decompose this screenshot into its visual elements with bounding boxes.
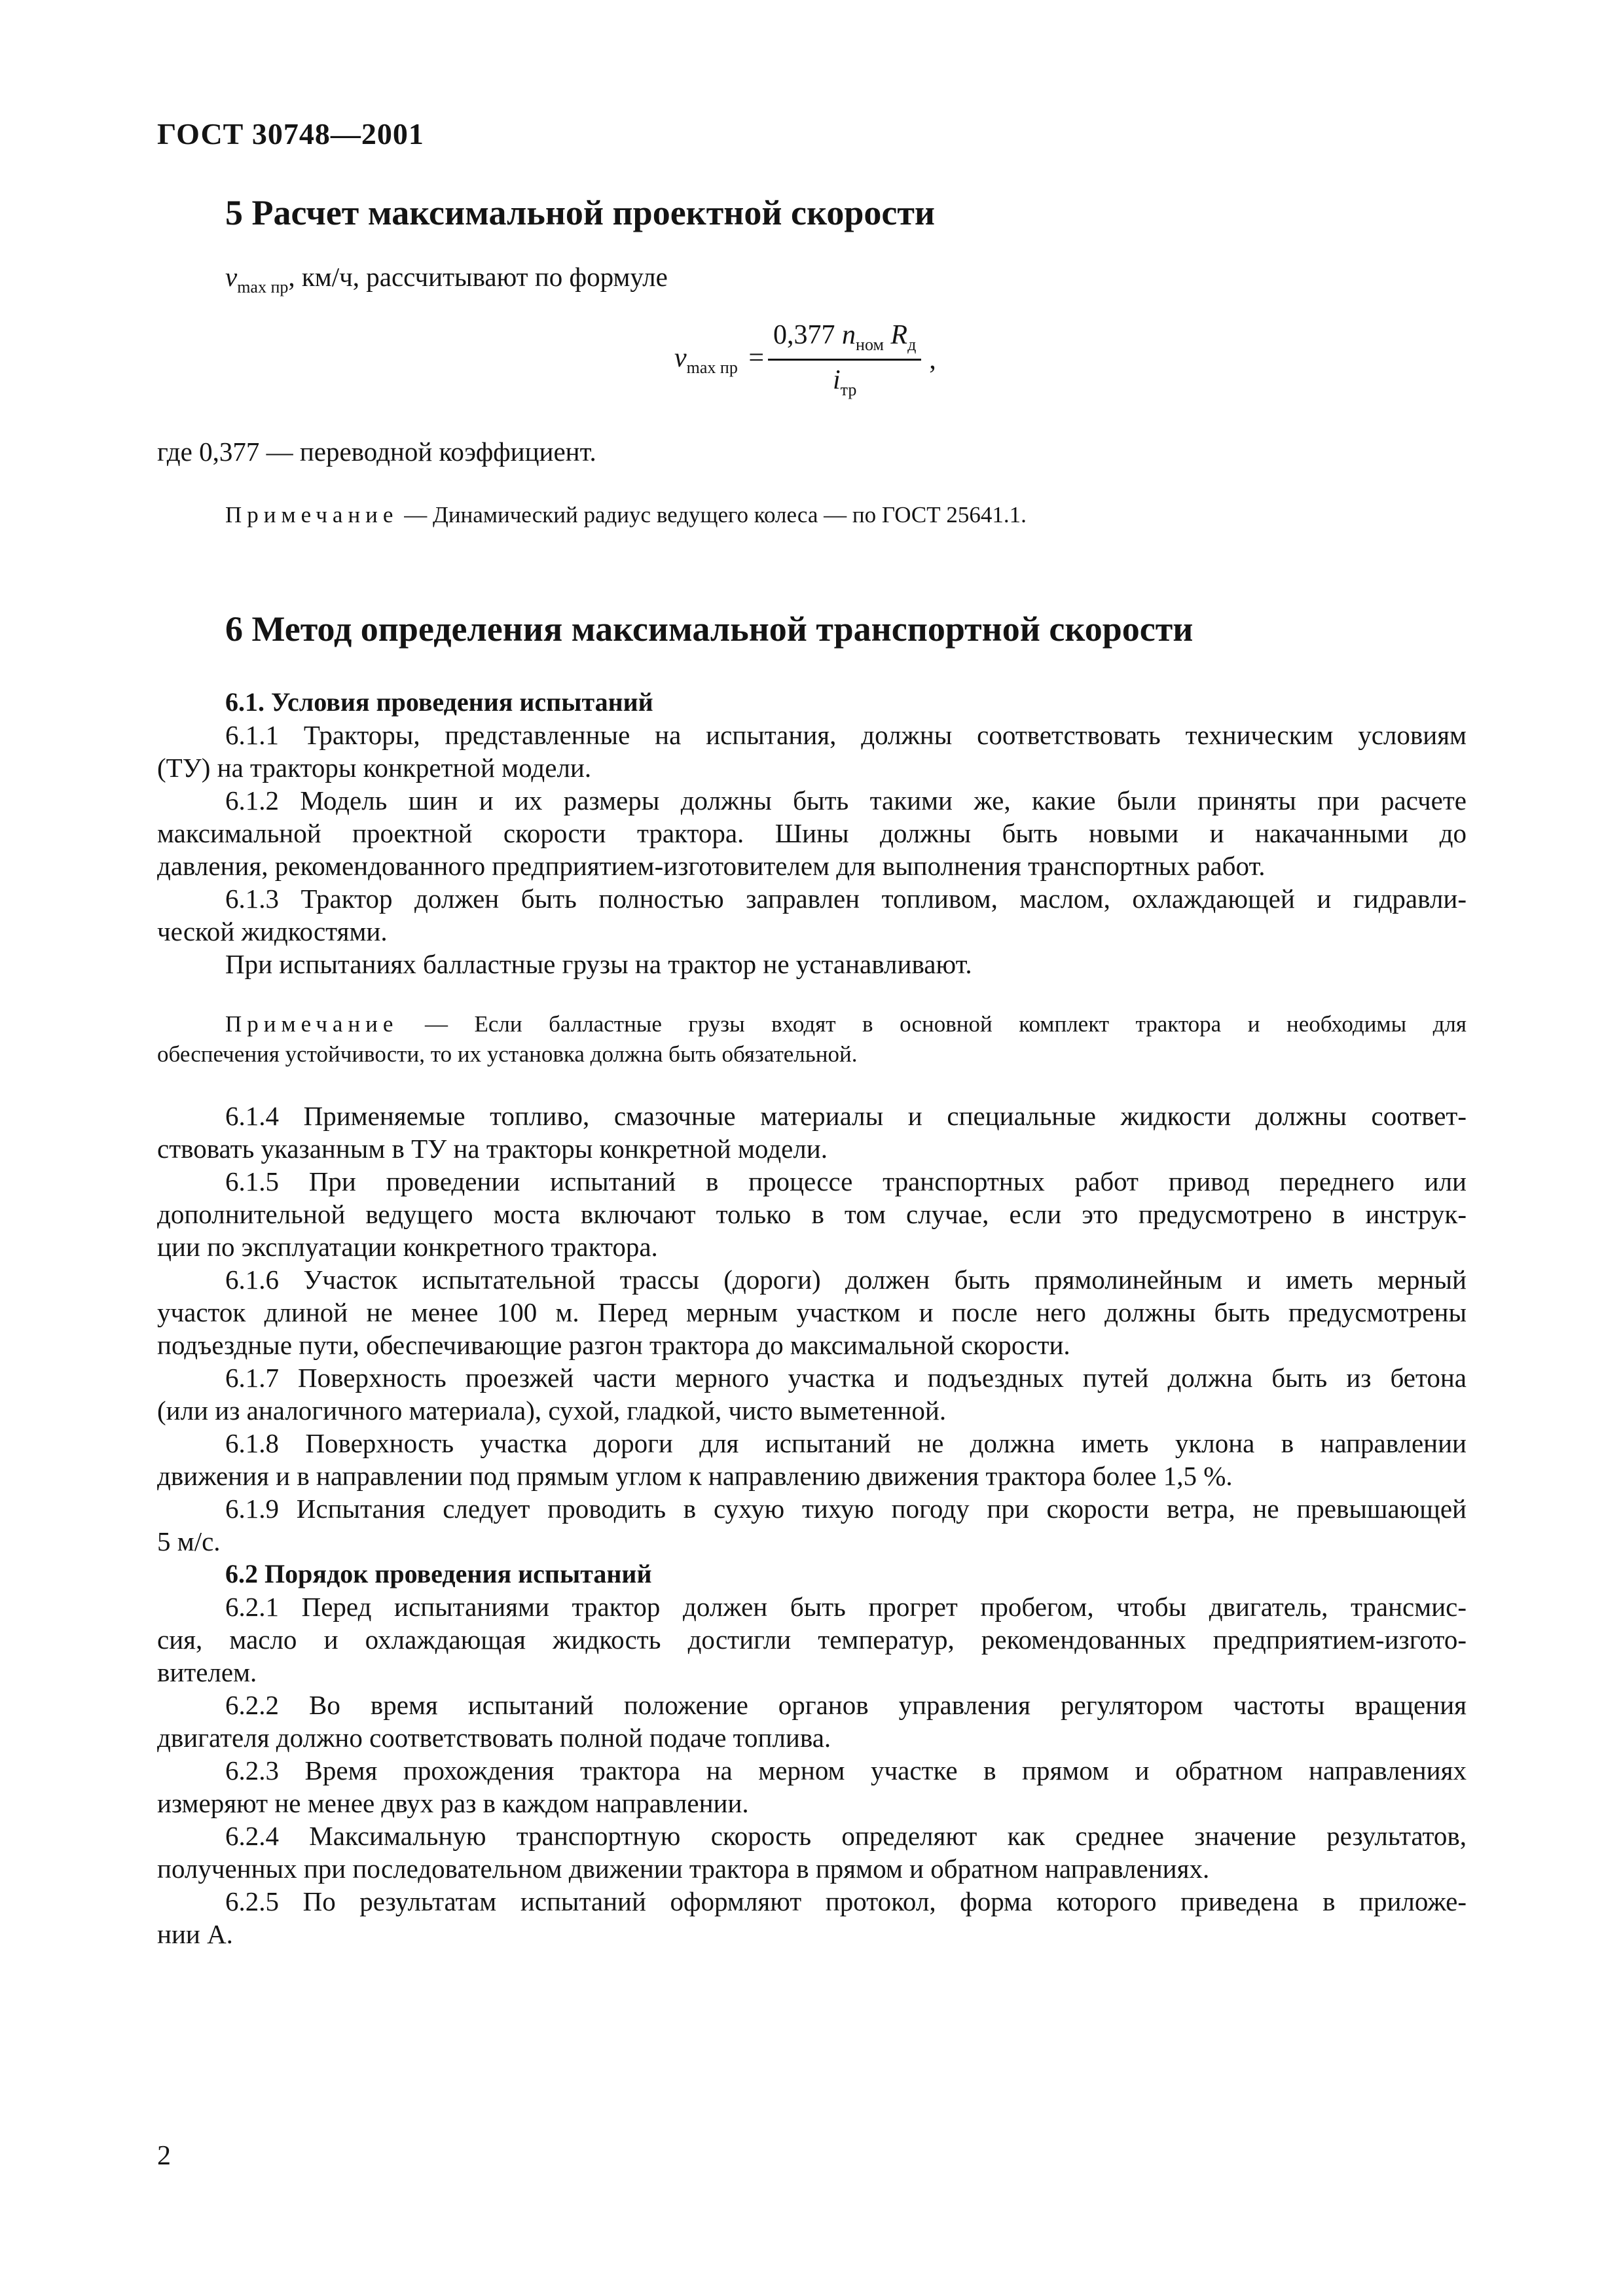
note-1-label: Примечание xyxy=(225,502,399,528)
line: 6.1.7 Поверхность проезжей части мерного участка и подъездных путей должна быть из бетона xyxy=(225,1363,1467,1393)
line: сия, масло и охлаждающая жидкость достигли температур, рекомендованных предприятием-изгото- xyxy=(157,1624,1467,1655)
line: 6.1.3 Трактор должен быть полностью заправлен топливом, маслом, охлаждающей и гидравли- xyxy=(225,884,1467,914)
line: ствовать указанным в ТУ на тракторы конкретной модели. xyxy=(157,1134,828,1164)
note-1 xyxy=(225,500,1027,530)
paragraph-6-2-1 xyxy=(157,1590,1467,1689)
formula-where: где 0,377 — переводной коэффициент. xyxy=(157,437,596,467)
paragraph-6-2-3 xyxy=(157,1754,1467,1820)
var-v: v xyxy=(225,262,238,292)
paragraph-6-1-3-ballast: При испытаниях балластные грузы на трактор не устанавливают. xyxy=(225,949,972,979)
paragraph-6-1-2 xyxy=(157,784,1467,882)
line: движения и в направлении под прямым углом к направлению движения трактора более 1,5 %. xyxy=(157,1461,1233,1491)
subsection-6-2-title: 6.2 Порядок проведения испытаний xyxy=(225,1559,652,1588)
formula-numerator xyxy=(768,319,921,361)
note-2 xyxy=(157,1009,1467,1069)
paragraph-6-2-4 xyxy=(157,1820,1467,1885)
line: максимальной проектной скорости трактора. Шины должны быть новыми и накачанными до xyxy=(157,818,1467,848)
subsection-6-1-title: 6.1. Условия проведения испытаний xyxy=(225,687,653,717)
formula-i-subscript: тр xyxy=(840,380,857,399)
paragraph-6-1-5 xyxy=(157,1165,1467,1263)
formula-lhs: v xyxy=(674,342,687,373)
line: измеряют не менее двух раз в каждом направлении. xyxy=(157,1788,749,1818)
formula-equals: = xyxy=(748,342,765,373)
paragraph-6-2-5 xyxy=(157,1885,1467,1950)
paragraph-6-1-3 xyxy=(157,882,1467,948)
formula-vmax xyxy=(674,319,936,400)
note-2-line-1 xyxy=(157,1009,1467,1039)
note-1-text: — Динамический радиус ведущего колеса — по ГОСТ 25641.1. xyxy=(398,502,1027,528)
formula-n: n xyxy=(842,320,856,350)
line: подъездные пути, обеспечивающие разгон трактора до максимальной скорости. xyxy=(157,1330,1070,1360)
section-5-title: 5 Расчет максимальной проектной скорости xyxy=(225,193,936,232)
formula-lhs-subscript: max пр xyxy=(686,357,738,377)
line: 5 м/с. xyxy=(157,1526,221,1556)
paragraph-6-1-7 xyxy=(157,1361,1467,1427)
section-5-intro xyxy=(225,260,668,304)
paragraph-6-1-1 xyxy=(157,719,1467,784)
note-2-line-2: обеспечения устойчивости, то их установка должна быть обязательной. xyxy=(157,1041,858,1067)
formula-comma: , xyxy=(929,344,936,375)
formula-i: i xyxy=(832,365,841,395)
paragraph-6-1-4 xyxy=(157,1100,1467,1165)
formula-denominator xyxy=(768,361,921,400)
line: 6.1.6 Участок испытательной трассы (дороги) должен быть прямолинейным и иметь мерный xyxy=(225,1265,1467,1295)
line: 6.1.9 Испытания следует проводить в сухую тихую погоду при скорости ветра, не превышающей xyxy=(225,1494,1467,1524)
formula-r-subscript: д xyxy=(907,335,917,354)
paragraph-6-1-8 xyxy=(157,1427,1467,1492)
note-2-text: — Если балластные грузы входят в основной комплект трактора и необходимы для xyxy=(398,1011,1467,1037)
formula-r: R xyxy=(890,320,908,350)
paragraph-6-1-9 xyxy=(157,1492,1467,1558)
line: дополнительной ведущего моста включают только в том случае, если это предусмотрено в инструк- xyxy=(157,1199,1467,1229)
paragraph-6-2-2 xyxy=(157,1689,1467,1754)
var-v-subscript: max пр xyxy=(237,278,289,296)
line: 6.2.4 Максимальную транспортную скорость определяют как среднее значение результатов, xyxy=(225,1821,1467,1851)
document-header: ГОСТ 30748—2001 xyxy=(157,117,424,151)
line: (или из аналогичного материала), сухой, гладкой, чисто выметенной. xyxy=(157,1395,947,1426)
line: 6.2.3 Время прохождения трактора на мерном участке в прямом и обратном направлениях xyxy=(225,1755,1467,1785)
line: давления, рекомендованного предприятием-изготовителем для выполнения транспортных работ. xyxy=(157,851,1266,881)
line: 6.2.1 Перед испытаниями трактор должен быть прогрет пробегом, чтобы двигатель, трансмис- xyxy=(225,1592,1467,1622)
line: 6.2.5 По результатам испытаний оформляют протокол, форма которого приведена в приложе- xyxy=(225,1886,1467,1916)
paragraph-6-1-6 xyxy=(157,1263,1467,1361)
formula-fraction xyxy=(768,319,921,400)
line: 6.2.2 Во время испытаний положение органов управления регулятором частоты вращения xyxy=(225,1690,1467,1720)
line: полученных при последовательном движении трактора в прямом и обратном направлениях. xyxy=(157,1854,1210,1884)
line: 6.1.4 Применяемые топливо, смазочные материалы и специальные жидкости должны соответ- xyxy=(225,1101,1467,1131)
line: 6.1.1 Тракторы, представленные на испытания, должны соответствовать техническим условиям xyxy=(225,720,1467,750)
line: ческой жидкостями. xyxy=(157,916,388,946)
formula-n-subscript: ном xyxy=(856,335,884,354)
line: вителем. xyxy=(157,1657,257,1687)
line: нии А. xyxy=(157,1919,233,1949)
line: 6.1.5 При проведении испытаний в процессе транспортных работ привод переднего или xyxy=(225,1166,1467,1196)
page-number: 2 xyxy=(157,2141,171,2171)
line: 6.1.8 Поверхность участка дороги для испытаний не должна иметь уклона в направлении xyxy=(225,1428,1467,1458)
line: ции по эксплуатации конкретного трактора. xyxy=(157,1232,658,1262)
line: 6.1.2 Модель шин и их размеры должны быть такими же, какие были приняты при расчете xyxy=(225,785,1467,816)
formula-coefficient: 0,377 xyxy=(773,320,835,350)
line: двигателя должно соответствовать полной подаче топлива. xyxy=(157,1723,831,1753)
line: (ТУ) на тракторы конкретной модели. xyxy=(157,753,592,783)
line: участок длиной не менее 100 м. Перед мерным участком и после него должны быть предусмотрены xyxy=(157,1297,1467,1327)
note-2-label: Примечание xyxy=(225,1011,399,1037)
section-6-title: 6 Метод определения максимальной транспортной скорости xyxy=(225,609,1194,649)
intro-text: , км/ч, рассчитывают по формуле xyxy=(288,262,668,292)
